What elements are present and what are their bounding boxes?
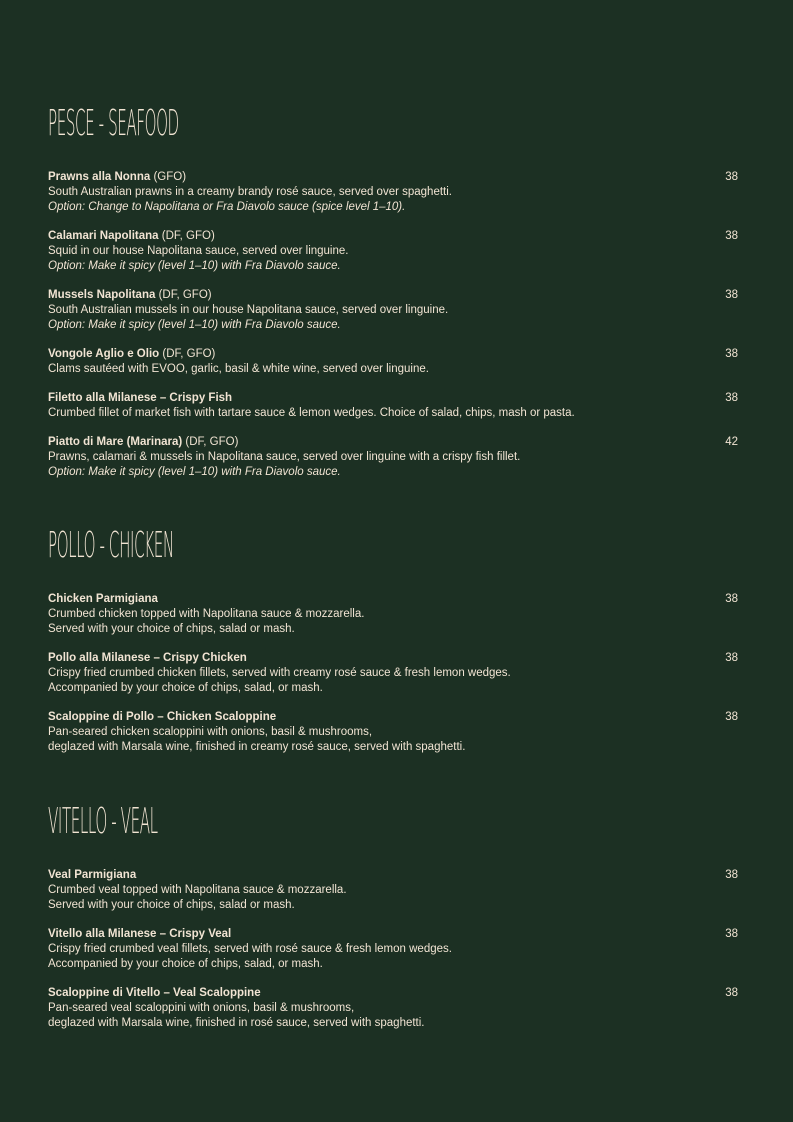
item-price: 42 [725, 436, 738, 448]
item-tags: (GFO) [150, 171, 187, 183]
item-description: Accompanied by your choice of chips, salad, or mash. [48, 958, 323, 970]
item-description: Clams sautéed with EVOO, garlic, basil & white wine, served over linguine. [48, 363, 429, 375]
menu-item [48, 651, 738, 696]
item-tags: (DF, GFO) [158, 230, 215, 242]
item-name: Mussels Napolitana [48, 289, 156, 301]
item-description: Crispy fried crumbed veal fillets, served with rosé sauce & fresh lemon wedges. [48, 943, 452, 955]
item-name: Scaloppine di Pollo – Chicken Scaloppine [48, 711, 277, 723]
item-name: Vitello alla Milanese – Crispy Veal [48, 928, 232, 940]
item-description: Pan-seared veal scaloppini with onions, basil & mushrooms, [48, 1002, 355, 1014]
item-price: 38 [725, 289, 738, 301]
item-description: South Australian mussels in our house Napolitana sauce, served over linguine. [48, 304, 449, 316]
item-name: Vongole Aglio e Olio [48, 348, 160, 360]
section-title: POLLO - CHICKEN [48, 525, 174, 566]
item-description: deglazed with Marsala wine, finished in rosé sauce, served with spaghetti. [48, 1017, 425, 1029]
menu-items [48, 592, 738, 755]
item-price: 38 [725, 348, 738, 360]
item-option: Option: Change to Napolitana or Fra Diavolo sauce (spice level 1–10). [48, 201, 406, 213]
item-description: deglazed with Marsala wine, finished in creamy rosé sauce, served with spaghetti. [48, 741, 466, 753]
item-name: Chicken Parmigiana [48, 593, 158, 605]
menu-item [48, 170, 738, 215]
item-tags: (DF, GFO) [182, 436, 239, 448]
item-name: Pollo alla Milanese – Crispy Chicken [48, 652, 247, 664]
item-description: Served with your choice of chips, salad or mash. [48, 623, 295, 635]
item-description: Prawns, calamari & mussels in Napolitana sauce, served over linguine with a crispy fish fillet. [48, 451, 521, 463]
item-price: 38 [725, 869, 738, 881]
item-option: Option: Make it spicy (level 1–10) with Fra Diavolo sauce. [48, 260, 341, 272]
item-price: 38 [725, 171, 738, 183]
menu-item [48, 229, 738, 274]
section-title: PESCE - SEAFOOD [48, 103, 179, 144]
item-description: Served with your choice of chips, salad or mash. [48, 899, 295, 911]
menu-item [48, 927, 738, 972]
item-name: Calamari Napolitana [48, 230, 159, 242]
item-description: Crumbed veal topped with Napolitana sauce & mozzarella. [48, 884, 347, 896]
item-tags: (DF, GFO) [155, 289, 212, 301]
item-name: Scaloppine di Vitello – Veal Scaloppine [48, 987, 261, 999]
item-description: Accompanied by your choice of chips, salad, or mash. [48, 682, 323, 694]
item-description: Pan-seared chicken scaloppini with onions, basil & mushrooms, [48, 726, 373, 738]
menu-item [48, 435, 738, 480]
item-name: Piatto di Mare (Marinara) [48, 436, 183, 448]
item-description: Squid in our house Napolitana sauce, served over linguine. [48, 245, 349, 257]
section-seafood [48, 103, 738, 494]
menu-items [48, 868, 738, 1031]
item-tags: (DF, GFO) [159, 348, 216, 360]
section-title: VITELLO - VEAL [48, 801, 158, 842]
menu-item [48, 868, 738, 913]
menu-item [48, 710, 738, 755]
item-description: Crumbed fillet of market fish with tartare sauce & lemon wedges. Choice of salad, chips, mash or pasta. [48, 407, 575, 419]
item-price: 38 [725, 392, 738, 404]
item-description: South Australian prawns in a creamy brandy rosé sauce, served over spaghetti. [48, 186, 452, 198]
menu-item [48, 986, 738, 1031]
item-option: Option: Make it spicy (level 1–10) with Fra Diavolo sauce. [48, 319, 341, 331]
item-price: 38 [725, 593, 738, 605]
menu-items [48, 170, 738, 480]
item-name: Prawns alla Nonna [48, 171, 151, 183]
section-veal [48, 801, 738, 1045]
menu-item [48, 288, 738, 333]
item-option: Option: Make it spicy (level 1–10) with Fra Diavolo sauce. [48, 466, 341, 478]
item-price: 38 [725, 987, 738, 999]
menu-item [48, 592, 738, 637]
menu-item [48, 391, 738, 421]
menu-item [48, 347, 738, 377]
item-price: 38 [725, 652, 738, 664]
section-chicken [48, 525, 738, 769]
item-price: 38 [725, 230, 738, 242]
item-name: Veal Parmigiana [48, 869, 137, 881]
item-description: Crumbed chicken topped with Napolitana sauce & mozzarella. [48, 608, 365, 620]
item-price: 38 [725, 928, 738, 940]
item-name: Filetto alla Milanese – Crispy Fish [48, 392, 233, 404]
item-description: Crispy fried crumbed chicken fillets, served with creamy rosé sauce & fresh lemon wedges. [48, 667, 511, 679]
item-price: 38 [725, 711, 738, 723]
